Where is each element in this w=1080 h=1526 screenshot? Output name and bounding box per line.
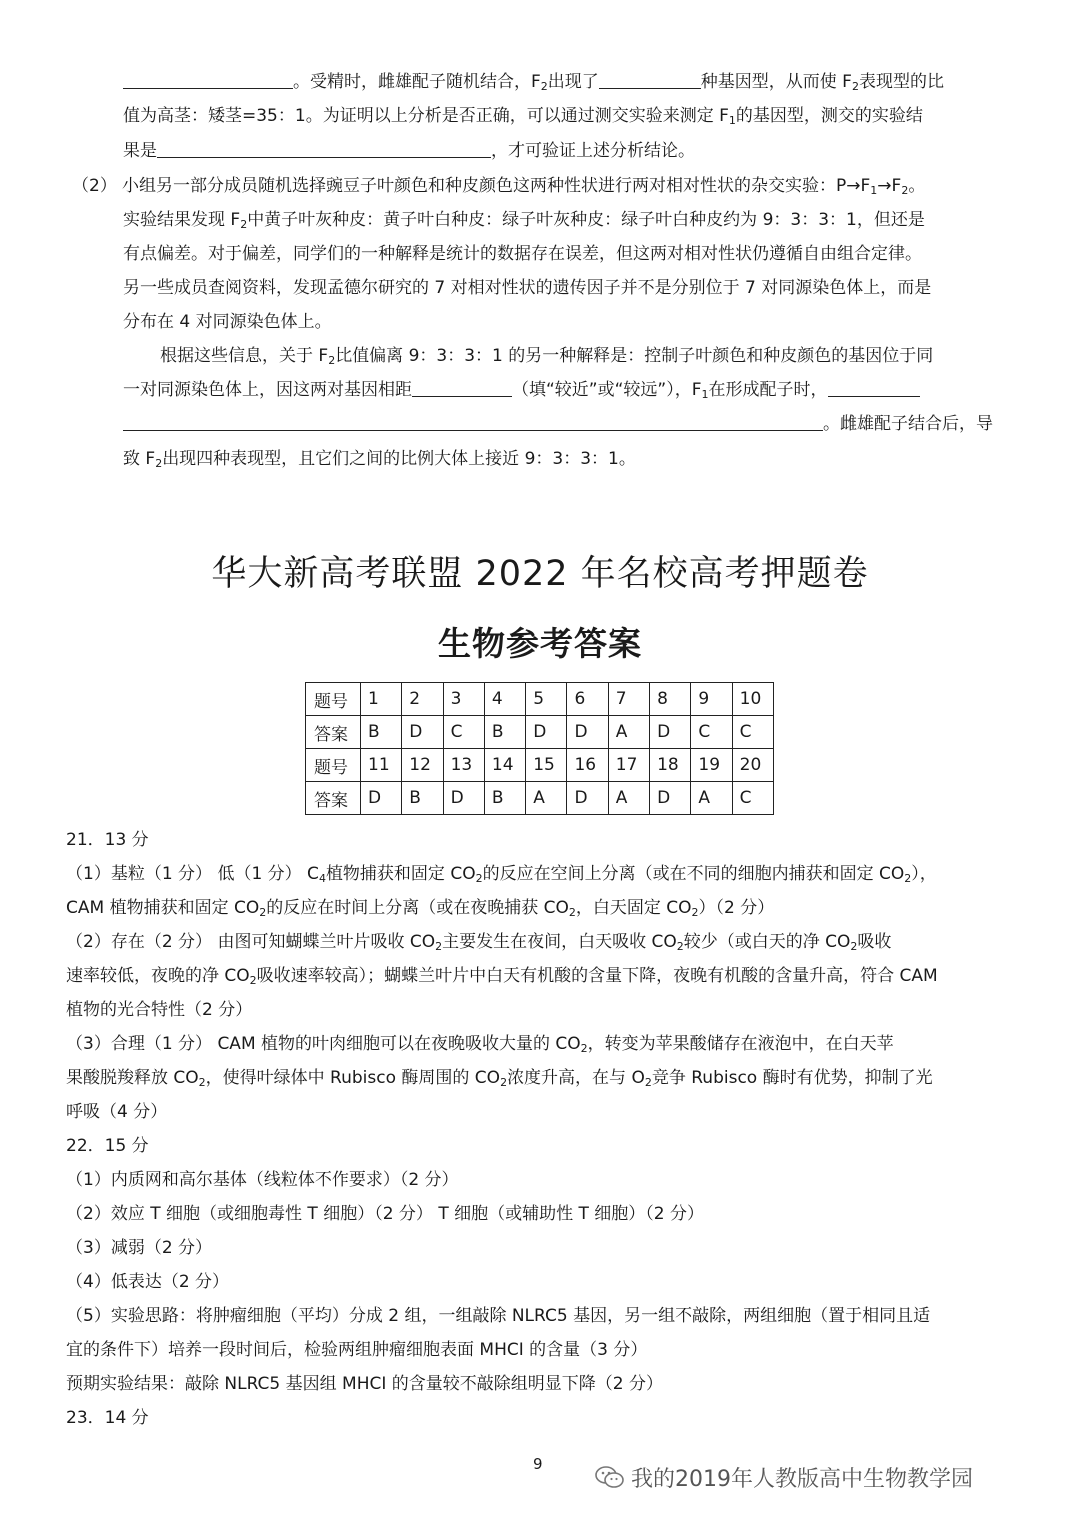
text-line: 有点偏差。对于偏差，同学们的一种解释是统计的数据存在误差，但这两对相对性状仍遵循自由组合定律。 (123, 244, 922, 264)
question-23-header: 23．14 分 (66, 1408, 149, 1428)
page-title: 华大新高考联盟 2022 年名校高考押题卷 (211, 554, 869, 594)
page-number: 9 (533, 1455, 543, 1473)
answer-blank (157, 139, 491, 158)
answer-line: （3）合理（1 分） CAM 植物的叶肉细胞可以在夜晚吸收大量的 $CO_2$，转变为苹果酸储存在液泡中，在白天苹 (66, 1034, 894, 1055)
text-line: 一对同源染色体上，因这两对基因相距 （填“较近”或“较远”），$F_1$在形成配子时， (123, 378, 920, 402)
table-row: 答案 B D C B D D A D C C (306, 716, 774, 749)
answer-line: （1）内质网和高尔基体（线粒体不作要求）（2 分） (66, 1170, 459, 1190)
text-line: 。受精时，雌雄配子随机结合，$F_2$出现了 种基因型，从而使 $F_2$表现型的比 (123, 70, 944, 94)
question-21-header: 21．13 分 (66, 830, 149, 850)
answer-table (305, 682, 774, 815)
answer-blank (123, 70, 293, 89)
table-row: 题号 1 2 3 4 5 6 7 8 9 10 (306, 683, 774, 716)
answer-line: 速率较低，夜晚的净 $CO_2$吸收速率较高）；蝴蝶兰叶片中白天有机酸的含量下降，夜晚有机酸的含量升高，符合 CAM (66, 966, 938, 987)
answer-line: 宜的条件下）培养一段时间后，检验两组肿瘤细胞表面 MHCI 的含量（3 分） (66, 1340, 648, 1360)
answer-line: 呼吸（4 分） (66, 1102, 168, 1122)
answer-line: CAM 植物捕获和固定 $CO_2$的反应在时间上分离（或在夜晚捕获 $CO_2$，白天固定 $CO_2)(2$ 分） (66, 898, 775, 919)
text-line: 另一些成员查阅资料，发现孟德尔研究的 7 对相对性状的遗传因子并不是分别位于 7 对同源染色体上，而是 (123, 278, 932, 298)
page-subtitle: 生物参考答案 (438, 624, 642, 663)
answer-line: （4）低表达（2 分） (66, 1272, 230, 1292)
text-line: 根据这些信息，关于 $F_2$比值偏离 9：3：3：1 的另一种解释是：控制子叶颜色和种皮颜色的基因位于同 (160, 346, 934, 367)
table-row: 答案 D B D B A D A D A C (306, 782, 774, 815)
text-line: （2） 小组另一部分成员随机选择豌豆子叶颜色和种皮颜色这两种性状进行两对相对性状的杂交实验：$P\to F_1\to F_2$。 (72, 176, 926, 197)
text-line: 实验结果发现 $F_2$中黄子叶灰种皮：黄子叶白种皮：绿子叶灰种皮：绿子叶白种皮约为 9：3：3：1，但还是 (123, 210, 925, 231)
answer-blank (412, 378, 512, 397)
table-row: 题号 11 12 13 14 15 16 17 18 19 20 (306, 749, 774, 782)
answer-line: （2）存在（2 分） 由图可知蝴蝶兰叶片吸收 $CO_2$主要发生在夜间，白天吸收 $CO_2$较少（或白天的净 $CO_2$吸收 (66, 932, 892, 953)
answer-line: 植物的光合特性（2 分） (66, 1000, 253, 1020)
text-line: 分布在 4 对同源染色体上。 (123, 312, 332, 332)
text-line: 致 $F_2$出现四种表现型，且它们之间的比例大体上接近 9：3：3：1。 (123, 449, 636, 470)
answer-blank (828, 378, 920, 397)
text-line: 果是 ，才可验证上述分析结论。 (123, 141, 695, 161)
answer-line: （5）实验思路：将肿瘤细胞（平均）分成 2 组，一组敲除 NLRC5 基因，另一组不敲除，两组细胞（置于相同且适 (66, 1306, 931, 1326)
text-line: 。雌雄配子结合后，导 (123, 412, 993, 436)
answer-line: （1）基粒（1 分） 低（1 分） $C_4$植物捕获和固定 $CO_2$的反应在空间上分离（或在不同的细胞内捕获和固定 $CO_2$）， (66, 864, 937, 885)
answer-line: 预期实验结果：敲除 NLRC5 基因组 MHCI 的含量较不敲除组明显下降（2 分） (66, 1374, 664, 1394)
answer-blank (599, 70, 701, 89)
answer-line: （2）效应 T 细胞（或细胞毒性 T 细胞）（2 分） T 细胞（或辅助性 T 细胞）（2 分） (66, 1204, 705, 1224)
wechat-icon (595, 1465, 625, 1491)
answer-blank (123, 412, 823, 431)
watermark-text: 我的2019年人教版高中生物教学园 (631, 1467, 973, 1492)
question-22-header: 22．15 分 (66, 1136, 149, 1156)
watermark (595, 1462, 973, 1493)
answer-line: （3）减弱（2 分） (66, 1238, 213, 1258)
answer-line: 果酸脱羧释放 $CO_2$，使得叶绿体中 Rubisco 酶周围的 $CO_2$浓度升高，在与 $O_2$竞争 Rubisco 酶时有优势，抑制了光 (66, 1068, 933, 1089)
text-line: 值为高茎：矮茎=35：1。为证明以上分析是否正确，可以通过测交实验来测定 $F_1$的基因型，测交的实验结 (123, 106, 923, 127)
